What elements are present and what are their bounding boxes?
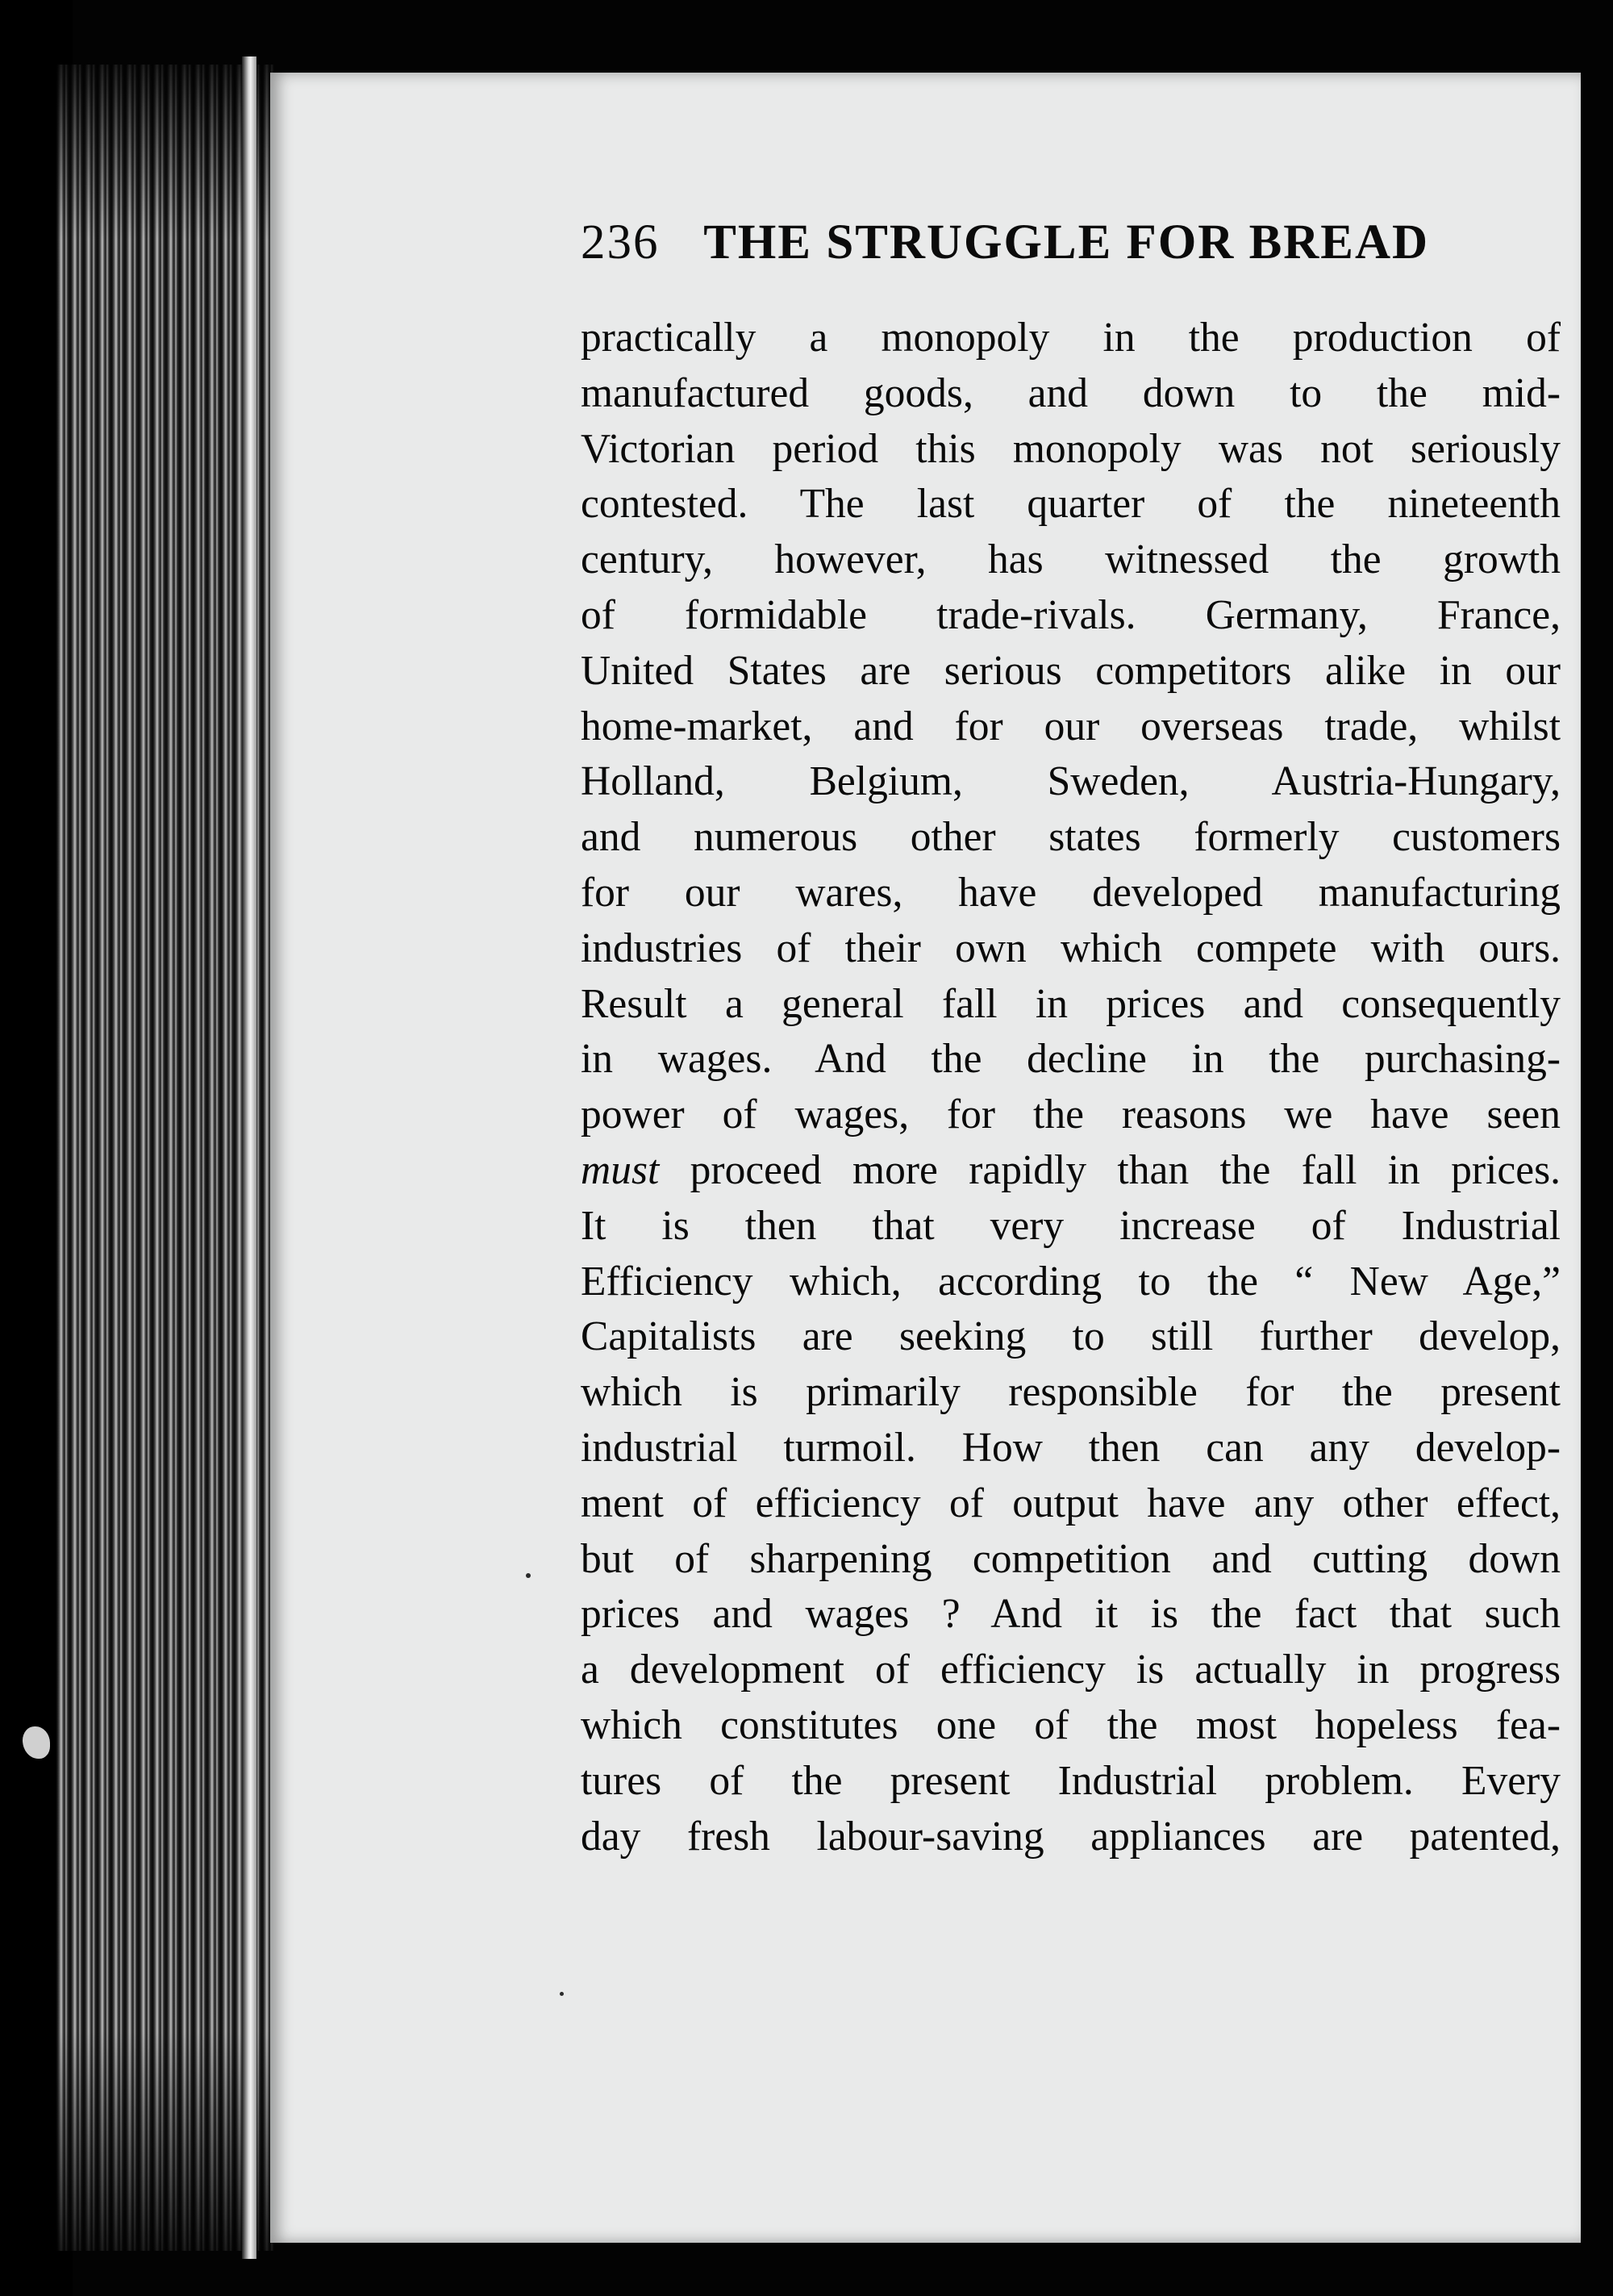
text-line: which is primarily responsible for the present xyxy=(581,1369,1561,1416)
text-line: contested. The last quarter of the nineteenth xyxy=(581,481,1561,528)
text-line: Capitalists are seeking to still further develop, xyxy=(581,1313,1561,1360)
text-line-with-italic xyxy=(581,1143,1561,1199)
text-line: ment of efficiency of output have any other effect, xyxy=(581,1480,1561,1526)
text-line: United States are serious competitors alike in our xyxy=(581,647,1561,694)
text-line: a development of efficiency is actually in progress xyxy=(581,1647,1561,1693)
page-number: 236 xyxy=(581,215,660,269)
text-line: in wages. And the decline in the purchasing- xyxy=(581,1036,1561,1083)
text-line: home-market, and for our overseas trade, whilst xyxy=(581,703,1561,749)
text-line: Victorian period this monopoly was not seriously xyxy=(581,425,1561,472)
text-line: Efficiency which, according to the “ New Age,” xyxy=(581,1258,1561,1305)
page-gutter xyxy=(242,56,256,2259)
text-line: and numerous other states formerly customers xyxy=(581,814,1561,861)
dust-speck xyxy=(526,1573,531,1578)
text-line: practically a monopoly in the production of xyxy=(581,315,1561,361)
text-line-rest: proceed more rapidly than the fall in prices. xyxy=(690,1146,1561,1193)
text-line: tures of the present Industrial problem. Every xyxy=(581,1757,1561,1804)
dust-speck xyxy=(560,1992,564,1996)
italic-emphasis: must xyxy=(581,1146,660,1193)
text-line: which constitutes one of the most hopeless fea- xyxy=(581,1701,1561,1748)
running-head: THE STRUGGLE FOR BREAD xyxy=(703,215,1430,269)
text-line: prices and wages ? And it is the fact that such xyxy=(581,1591,1561,1638)
text-line: of formidable trade-rivals. Germany, France, xyxy=(581,591,1561,638)
text-line: century, however, has witnessed the growth xyxy=(581,536,1561,583)
text-line: day fresh labour-saving appliances are patented, xyxy=(581,1813,1561,1860)
page-header xyxy=(581,215,1468,279)
text-line: for our wares, have developed manufacturing xyxy=(581,869,1561,916)
text-line: Holland, Belgium, Sweden, Austria-Hungary, xyxy=(581,758,1561,805)
text-line: industries of their own which compete with ours. xyxy=(581,925,1561,971)
body-text xyxy=(581,311,1561,1864)
text-line: Result a general fall in prices and consequently xyxy=(581,980,1561,1027)
text-line: power of wages, for the reasons we have seen xyxy=(581,1092,1561,1138)
text-line: but of sharpening competition and cutting down xyxy=(581,1535,1561,1582)
text-line: industrial turmoil. How then can any develop- xyxy=(581,1424,1561,1471)
text-line: manufactured goods, and down to the mid- xyxy=(581,369,1561,416)
text-line: It is then that very increase of Industrial xyxy=(581,1202,1561,1249)
